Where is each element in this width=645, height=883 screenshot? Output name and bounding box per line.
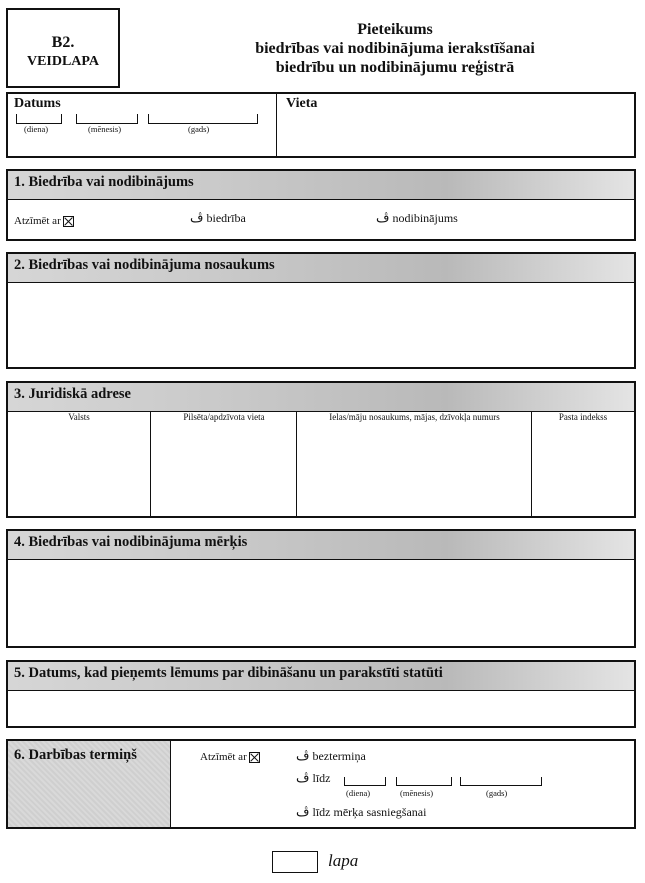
date-label: Datums	[14, 96, 61, 111]
address-col-city[interactable]	[150, 412, 297, 516]
until-year-label: (gads)	[486, 788, 508, 798]
form-code-box	[6, 8, 120, 88]
option-biedriba[interactable]	[190, 211, 246, 226]
section-4	[6, 529, 636, 648]
option-indefinite-label: beztermiņa	[312, 749, 366, 763]
title-line-3: biedrību un nodibinājumu reģistrā	[275, 59, 515, 76]
section-1-header	[8, 171, 634, 200]
page-label: lapa	[328, 851, 359, 870]
date-input-month[interactable]	[76, 114, 138, 124]
date-year-label: (gads)	[188, 124, 210, 134]
section-4-header	[8, 531, 634, 560]
section-6-mark-with	[200, 751, 260, 763]
until-day-label: (diena)	[346, 788, 371, 798]
mark-with-label: Atzīmēt ar	[14, 215, 61, 227]
option-until-goal-label: līdz mērķa sasniegšanai	[312, 805, 427, 819]
address-col-postcode[interactable]	[531, 412, 634, 516]
section-5-title: 5. Datums, kad pieņemts lēmums par dibināšanu un parakstīti statūti	[14, 665, 443, 681]
date-month-label: (mēnesis)	[88, 124, 122, 134]
address-col-street[interactable]	[296, 412, 532, 516]
date-input-day[interactable]	[16, 114, 62, 124]
until-year-input[interactable]	[460, 777, 542, 786]
until-month-input[interactable]	[396, 777, 452, 786]
section-3-header	[8, 383, 634, 412]
option-nodibinajums[interactable]	[376, 211, 458, 226]
checkbox-icon[interactable]: ڤ	[296, 749, 310, 764]
checked-box-example-icon	[249, 752, 260, 763]
option-indefinite[interactable]	[296, 749, 366, 764]
place-label: Vieta	[286, 96, 318, 111]
section-1	[6, 169, 636, 241]
date-place-row	[6, 92, 636, 158]
section-5	[6, 660, 636, 728]
section-1-mark-with	[14, 215, 74, 227]
document-title	[160, 20, 630, 77]
option-biedriba-label: biedrība	[206, 211, 246, 225]
section-5-header	[8, 662, 634, 691]
date-cell	[8, 94, 277, 156]
section-2-header	[8, 254, 634, 283]
option-nodibinajums-label: nodibinājums	[392, 211, 458, 225]
address-table	[8, 412, 634, 516]
purpose-field[interactable]	[8, 560, 634, 646]
checkbox-icon[interactable]: ڤ	[296, 805, 310, 820]
col-header-country: Valsts	[68, 412, 90, 422]
section-2	[6, 252, 636, 369]
section-3-title: 3. Juridiskā adrese	[14, 386, 131, 402]
checked-box-example-icon	[63, 216, 74, 227]
option-until-date-label: līdz	[312, 771, 331, 785]
section-3	[6, 381, 636, 518]
mark-with-label: Atzīmēt ar	[200, 751, 247, 763]
option-until-date[interactable]	[296, 771, 330, 786]
date-day-label: (diena)	[24, 124, 49, 134]
col-header-city: Pilsēta/apdzīvota vieta	[183, 412, 265, 422]
founding-date-field[interactable]	[8, 691, 634, 726]
checkbox-icon[interactable]: ڤ	[376, 211, 390, 226]
name-field[interactable]	[8, 283, 634, 367]
option-until-goal[interactable]	[296, 805, 426, 820]
until-day-input[interactable]	[344, 777, 386, 786]
place-field[interactable]	[278, 114, 632, 154]
form-name: VEIDLAPA	[26, 54, 100, 69]
section-6-title: 6. Darbības termiņš	[14, 747, 137, 763]
title-line-1: Pieteikums	[357, 21, 433, 38]
page-number-box[interactable]	[272, 851, 318, 873]
section-1-title: 1. Biedrība vai nodibinājums	[14, 174, 194, 190]
title-line-2: biedrības vai nodibinājuma ierakstīšanai	[255, 40, 535, 57]
col-header-street: Ielas/māju nosaukums, mājas, dzīvokļa numurs	[329, 412, 500, 422]
section-2-title: 2. Biedrības vai nodibinājuma nosaukums	[14, 257, 275, 273]
section-4-title: 4. Biedrības vai nodibinājuma mērķis	[14, 534, 248, 550]
section-6	[6, 739, 636, 829]
date-input-year[interactable]	[148, 114, 258, 124]
until-month-label: (mēnesis)	[400, 788, 434, 798]
col-header-postcode: Pasta indekss	[558, 412, 608, 422]
checkbox-icon[interactable]: ڤ	[190, 211, 204, 226]
form-code: B2.	[51, 34, 75, 51]
address-col-country[interactable]	[8, 412, 150, 516]
section-6-header	[8, 741, 171, 827]
checkbox-icon[interactable]: ڤ	[296, 771, 310, 786]
